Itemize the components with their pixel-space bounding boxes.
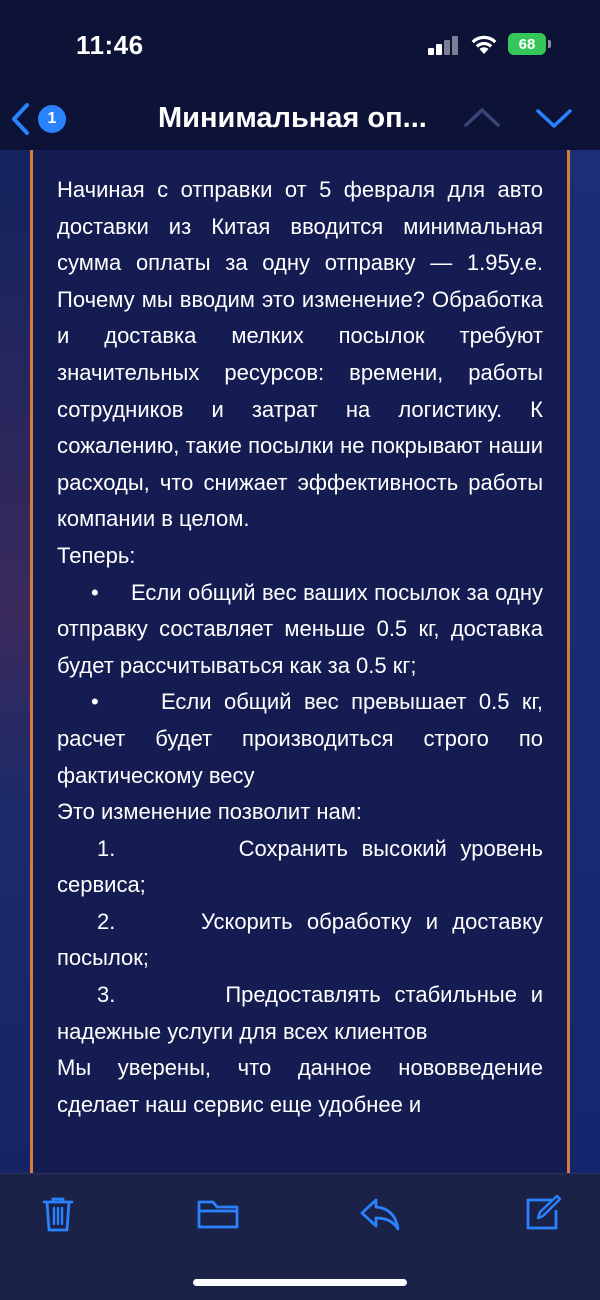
bullet-item-1: • Если общий вес ваших посылок за одну отправку составляет меньше 0.5 кг, доставка будет рассчитываться как за 0.5 кг; <box>57 579 544 678</box>
status-bar <box>0 0 600 90</box>
message-subject-title: Минимальная оп... <box>158 102 427 134</box>
battery-icon <box>508 33 546 55</box>
background-stripe-left <box>0 150 32 1180</box>
chevron-up-icon[interactable] <box>462 100 502 136</box>
home-indicator[interactable] <box>193 1279 407 1286</box>
reply-icon[interactable] <box>358 1194 402 1234</box>
bullet-marker: • <box>91 579 131 605</box>
background-stripe-right <box>568 150 600 1180</box>
change-label: Это изменение позволит нам: <box>57 799 363 825</box>
compose-icon[interactable] <box>522 1194 562 1234</box>
wifi-icon <box>470 33 498 55</box>
message-intro: Начиная с отправки от 5 февраля для авто доставки из Китая вводится минимальная сумма оплаты за одну отправку — 1.95у.е. Почему мы вводим это изменение? Обработка и доставка мелких посылок требуют значительных ресурсов: времени, работы сотрудников и затрат на логистику. К сожалению, такие посылки не покрывают наши расходы, что снижает эффективность работы компании в целом. <box>57 177 543 532</box>
numbered-item-1: 1. Сохранить высокий уровень сервиса; <box>57 835 543 898</box>
chevron-down-icon[interactable] <box>534 100 574 136</box>
now-label: Теперь: <box>57 542 136 568</box>
bullet-item-2: • Если общий вес превышает 0.5 кг, расчет будет производиться строго по фактическому весу <box>57 689 543 788</box>
status-time: 11:46 <box>76 30 144 60</box>
nav-bar <box>0 90 600 150</box>
numbered-item-2: 2. Ускорить обработку и доставку посылок; <box>57 908 543 971</box>
message-body <box>30 150 570 1180</box>
trash-icon[interactable] <box>38 1194 78 1234</box>
back-button[interactable] <box>10 94 86 144</box>
bullet-marker: • <box>91 689 161 715</box>
numbered-item-3: 3. Предоставлять стабильные и надежные услуги для всех клиентов <box>57 982 544 1044</box>
unread-count-badge: 1 <box>38 105 66 133</box>
battery-level: 68 <box>518 35 536 53</box>
chevron-left-icon <box>10 102 30 136</box>
cellular-signal-icon <box>428 35 462 55</box>
folder-icon[interactable] <box>196 1194 240 1234</box>
message-closing: Мы уверены, что данное нововведение сделает наш сервис еще удобнее и <box>57 1055 543 1117</box>
message-text <box>33 150 567 1123</box>
